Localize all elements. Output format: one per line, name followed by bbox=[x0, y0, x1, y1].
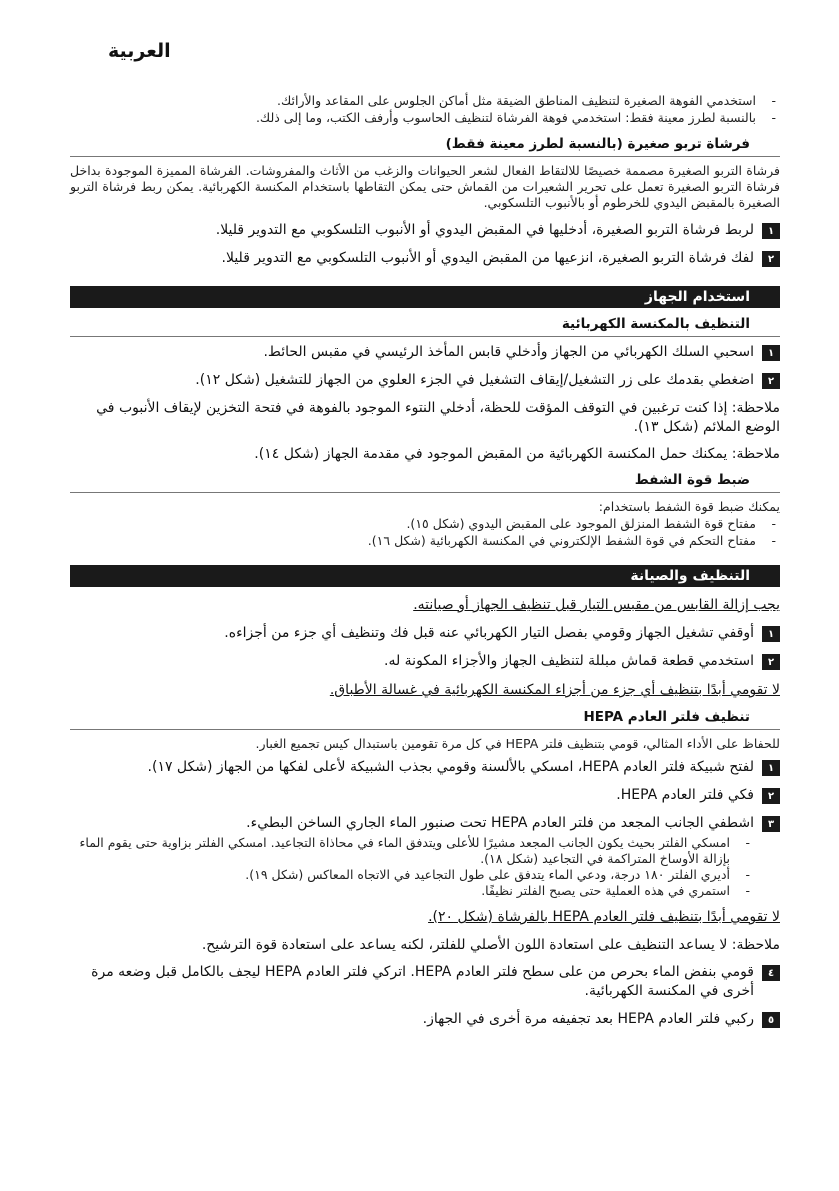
step-item bbox=[70, 758, 780, 777]
section-bar-cleaning: التنظيف والصيانة bbox=[70, 565, 780, 587]
language-label: العربية bbox=[108, 40, 171, 62]
step-number-badge: ٥ bbox=[762, 1012, 780, 1028]
list-item: - بالنسبة لطرز معينة فقط: استخدمي فوهة الفرشاة لتنظيف الحاسوب وأرفف الكتب، وما إلى ذلك. bbox=[70, 109, 780, 126]
suction-intro: يمكنك ضبط قوة الشفط باستخدام: bbox=[598, 499, 780, 514]
list-item: - مفتاح التحكم في قوة الشفط الإلكتروني في المكنسة الكهربائية (شكل ١٦). bbox=[70, 532, 780, 549]
step-text: اشطفي الجانب المجعد من فلتر العادم HEPA تحت صنبور الماء الجاري الساخن البطيء. bbox=[246, 815, 754, 831]
list-item: - امسكي الفلتر بحيث يكون الجانب المجعد مشيرًا للأعلى ويتدفق الماء في محاذاة التجاعيد. امسكي الفلتر بزاوية حتى يقوم الماء بإزالة الأوساخ المتراكمة في التجاعيد (شكل ١٨). bbox=[70, 835, 754, 867]
step-item bbox=[70, 343, 780, 362]
step-number-badge: ١ bbox=[762, 223, 780, 239]
step-text: ركبي فلتر العادم HEPA بعد تجفيفه مرة أخرى في الجهاز. bbox=[422, 1011, 754, 1027]
note: ملاحظة: يمكنك حمل المكنسة الكهربائية من المقبض الموجود في مقدمة الجهاز (شكل ١٤). bbox=[254, 446, 780, 462]
note: ملاحظة: لا يساعد التنظيف على استعادة اللون الأصلي للفلتر، لكنه يساعد على استعادة قوة الترشيح. bbox=[201, 937, 780, 953]
step-number-badge: ٢ bbox=[762, 251, 780, 267]
note: ملاحظة: إذا كنت ترغبين في التوقف المؤقت للحظة، أدخلي النتوء الموجود بالفوهة في فتحة التخزين لإيقاف الأنبوب في الوضع الملائم (شكل ١٣). bbox=[96, 400, 780, 435]
list-item: - استمري في هذه العملية حتى يصبح الفلتر نظيفًا. bbox=[70, 883, 754, 899]
cleaning-warning: يجب إزالة القابس من مقبس التيار قبل تنظيف الجهاز أو صيانته. bbox=[413, 597, 780, 613]
step-item bbox=[70, 624, 780, 643]
step-item bbox=[70, 814, 780, 833]
step-item bbox=[70, 1010, 780, 1029]
hepa-heading: تنظيف فلتر العادم HEPA bbox=[70, 709, 780, 730]
step-item bbox=[70, 221, 780, 240]
hepa-intro: للحفاظ على الأداء المثالي، قومي بتنظيف فلتر HEPA في كل مرة تقومين باستبدال كيس تجميع الغبار. bbox=[255, 736, 780, 751]
step-number-badge: ١ bbox=[762, 345, 780, 361]
step-item bbox=[70, 786, 780, 805]
step-number-badge: ٢ bbox=[762, 373, 780, 389]
turbo-brush-description: فرشاة التربو الصغيرة مصممة خصيصًا للالتقاط الفعال لشعر الحيوانات والزغب من الأثاث والمفروشات. الفرشاة المميزة الموجودة بداخل فرشاة التربو الصغيرة تعمل على تحرير الشعيرات من القماش حتى يمكن التقاطها باستخدام المكنسة الكهربائية. يمكن ربط فرشاة التربو الصغيرة بالمقبض اليدوي للخرطوم أو بالأنبوب التلسكوبي. bbox=[70, 163, 780, 210]
step-text: استخدمي قطعة قماش مبللة لتنظيف الجهاز والأجزاء المكونة له. bbox=[384, 653, 754, 669]
list-item: - أديري الفلتر ١٨٠ درجة، ودعي الماء يتدفق على طول التجاعيد في الاتجاه المعاكس (شكل ١٩). bbox=[70, 867, 754, 883]
step-text: أوقفي تشغيل الجهاز وقومي بفصل التيار الكهربائي عنه قبل فك وتنظيف أي جزء من أجزاءه. bbox=[224, 625, 754, 641]
rinse-sub-bullets bbox=[70, 835, 754, 899]
content-column bbox=[70, 92, 780, 1038]
section-bar-using: استخدام الجهاز bbox=[70, 286, 780, 308]
step-text: لربط فرشاة التربو الصغيرة، أدخليها في المقبض اليدوي أو الأنبوب التلسكوبي مع التدوير قليلا. bbox=[215, 222, 754, 238]
step-number-badge: ١ bbox=[762, 626, 780, 642]
step-text: قومي بنفض الماء بحرص من على سطح فلتر العادم HEPA. اتركي فلتر العادم HEPA ليجف بالكامل قبل وضعه مرة أخرى في المكنسة الكهربائية. bbox=[91, 964, 754, 999]
step-number-badge: ٤ bbox=[762, 965, 780, 981]
step-number-badge: ٢ bbox=[762, 788, 780, 804]
step-text: لفك فرشاة التربو الصغيرة، انزعيها من المقبض اليدوي أو الأنبوب التلسكوبي مع التدوير قليلا. bbox=[221, 250, 754, 266]
step-number-badge: ٢ bbox=[762, 654, 780, 670]
step-item bbox=[70, 652, 780, 671]
step-text: فكي فلتر العادم HEPA. bbox=[616, 787, 754, 803]
vacuuming-heading: التنظيف بالمكنسة الكهربائية bbox=[70, 316, 780, 337]
step-text: لفتح شبيكة فلتر العادم HEPA، امسكي بالألسنة وقومي بجذب الشبيكة لأعلى لفكها من الجهاز (شكل ١٧). bbox=[147, 759, 754, 775]
step-item bbox=[70, 249, 780, 268]
step-number-badge: ٣ bbox=[762, 816, 780, 832]
step-text: اسحبي السلك الكهربائي من الجهاز وأدخلي قابس المأخذ الرئيسي في مقبس الحائط. bbox=[263, 344, 754, 360]
list-item: - استخدمي الفوهة الصغيرة لتنظيف المناطق الضيقة مثل أماكن الجلوس على المقاعد والأرائك. bbox=[70, 92, 780, 109]
dishwasher-warning: لا تقومي أبدًا بتنظيف أي جزء من أجزاء المكنسة الكهربائية في غسالة الأطباق. bbox=[329, 682, 780, 698]
step-text: اضغطي بقدمك على زر التشغيل/إيقاف التشغيل في الجزء العلوي من الجهاز للتشغيل (شكل ١٢). bbox=[195, 372, 754, 388]
suction-bullets bbox=[70, 515, 780, 549]
intro-bullets bbox=[70, 92, 780, 126]
brush-warning: لا تقومي أبدًا بتنظيف فلتر العادم HEPA بالفرشاة (شكل ٢٠). bbox=[428, 909, 780, 925]
list-item: - مفتاح قوة الشفط المنزلق الموجود على المقبض اليدوي (شكل ١٥). bbox=[70, 515, 780, 532]
step-item bbox=[70, 371, 780, 390]
suction-power-heading: ضبط قوة الشفط bbox=[70, 472, 780, 493]
step-item bbox=[70, 963, 780, 1001]
turbo-brush-heading: فرشاة تربو صغيرة (بالنسبة لطرز معينة فقط) bbox=[70, 136, 780, 157]
step-number-badge: ١ bbox=[762, 760, 780, 776]
